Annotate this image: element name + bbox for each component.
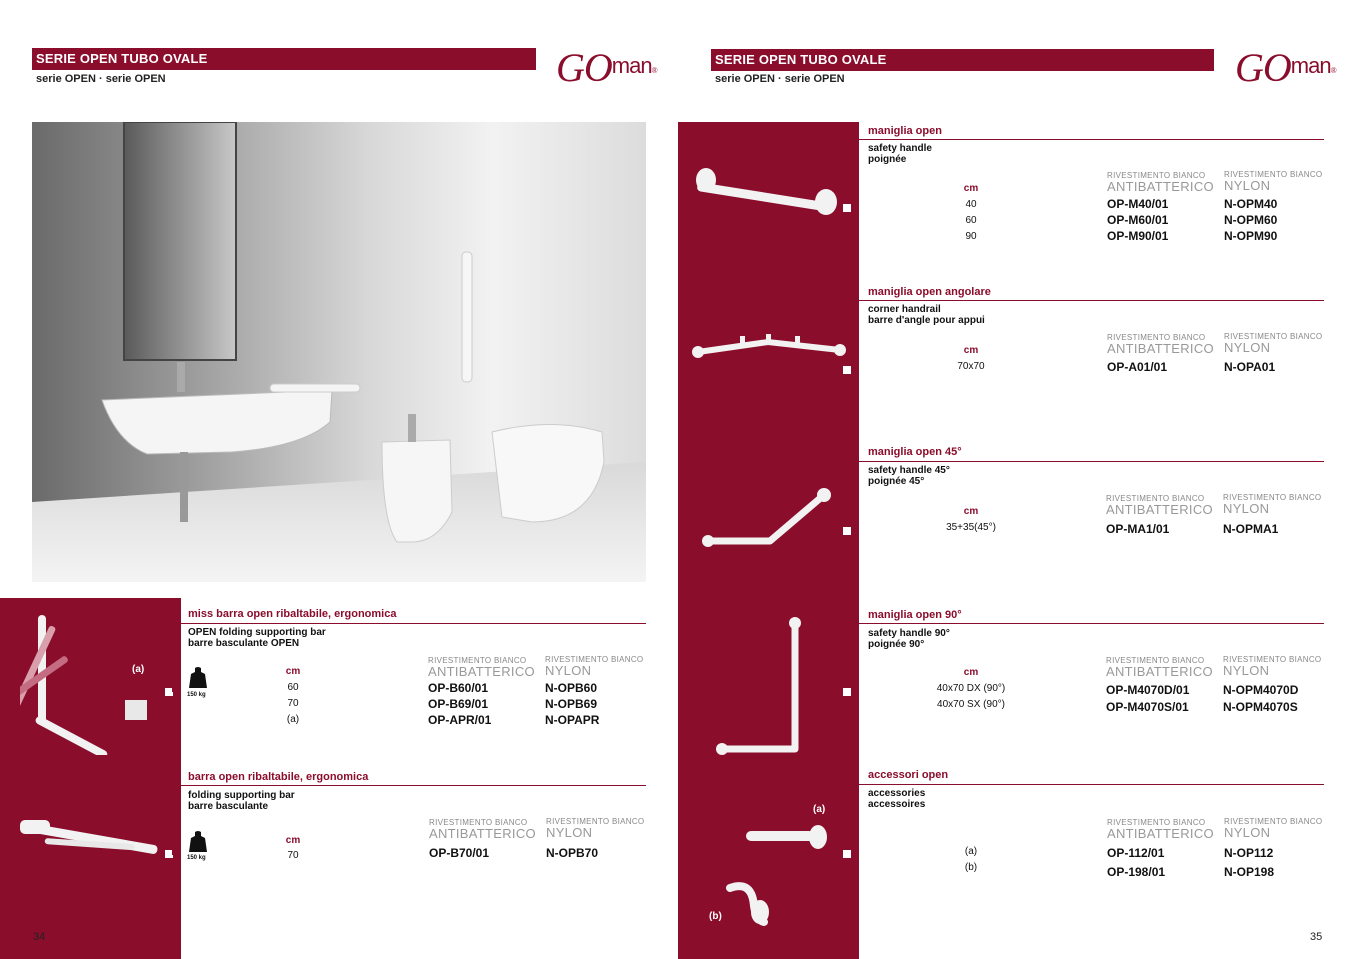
product-bracket (851, 785, 852, 855)
coating-label: RIVESTIMENTO BIANCO (1107, 171, 1206, 180)
coating-type: ANTIBATTERICO (429, 826, 536, 841)
left-header-title: SERIE OPEN TUBO OVALE (36, 51, 208, 66)
product-subtitle-fr: barre basculante (188, 801, 269, 812)
coating-label: RIVESTIMENTO BIANCO (546, 817, 645, 826)
product-code: OP-A01/01 (1107, 360, 1168, 374)
product-subtitle-en: folding supporting bar (188, 790, 295, 801)
product-bracket (851, 139, 852, 209)
coating-type: ANTIBATTERICO (1107, 341, 1214, 356)
weight-icon (188, 830, 208, 854)
product-code: OP-M40/01 (1107, 197, 1169, 211)
right-logo: $GO^{man®}$ (1235, 45, 1336, 90)
straight-handle-image (688, 160, 848, 220)
cm-label: cm (963, 506, 979, 517)
dim-value: 40 (965, 199, 977, 210)
handle-45-image (700, 485, 840, 555)
product-title: accessori open (868, 769, 949, 781)
product-code: OP-B69/01 (428, 697, 489, 711)
product-title: miss barra open ribaltabile, ergonomica (188, 608, 397, 620)
product-divider (858, 300, 1324, 301)
product-divider (180, 785, 646, 786)
product-divider (858, 784, 1324, 785)
product-code: OP-APR/01 (428, 713, 492, 727)
coating-label: RIVESTIMENTO BIANCO (1107, 818, 1206, 827)
product-code: N-OPB60 (545, 681, 598, 695)
product-subtitle-fr: barre d'angle pour appui (868, 315, 985, 326)
folding-bar-image (15, 810, 165, 880)
product-bracket (851, 623, 852, 693)
coating-label: RIVESTIMENTO BIANCO (1224, 817, 1323, 826)
left-header-subtitle: serie OPEN · serie OPEN (36, 73, 166, 85)
coating-type: ANTIBATTERICO (1106, 502, 1213, 517)
product-subtitle-fr: barre basculante OPEN (188, 638, 300, 649)
product-title: maniglia open 45° (868, 446, 962, 458)
left-header-bar (32, 48, 536, 70)
dim-value: 70 (287, 850, 299, 861)
cm-label: cm (285, 835, 301, 846)
dim-value: (b) (964, 862, 978, 873)
coating-type: ANTIBATTERICO (428, 664, 535, 679)
coating-type: ANTIBATTERICO (1106, 664, 1213, 679)
dim-value: 40x70 DX (90°) (936, 683, 1006, 694)
product-code: OP-112/01 (1107, 846, 1165, 860)
cm-label: cm (963, 183, 979, 194)
tick-marker (843, 204, 851, 212)
accessory-a-image (742, 815, 832, 865)
product-code: N-OPM4070D (1223, 683, 1299, 697)
coating-type: NYLON (545, 663, 592, 678)
right-header-bar (711, 49, 1214, 71)
product-subtitle-fr: poignée (868, 154, 907, 165)
dim-value: 70 (287, 698, 299, 709)
product-divider (858, 461, 1324, 462)
handle-90-image (712, 615, 807, 760)
product-code: N-OPM60 (1224, 213, 1278, 227)
product-title: maniglia open angolare (868, 286, 991, 298)
dim-value: (a) (286, 714, 300, 725)
product-code: N-OPM40 (1224, 197, 1278, 211)
product-bracket (172, 622, 173, 692)
coating-label: RIVESTIMENTO BIANCO (429, 818, 528, 827)
bathroom-photo (32, 122, 646, 582)
left-logo: $GO^{man®}$ (556, 45, 657, 90)
product-subtitle-fr: accessoires (868, 799, 926, 810)
product-code: N-OPM90 (1224, 229, 1278, 243)
coating-label: RIVESTIMENTO BIANCO (428, 656, 527, 665)
product-subtitle-en: safety handle (868, 143, 932, 154)
tick-marker (843, 688, 851, 696)
product-code: N-OPM4070S (1223, 700, 1298, 714)
product-title: maniglia open (868, 125, 942, 137)
coating-label: RIVESTIMENTO BIANCO (1224, 170, 1323, 179)
coating-type: NYLON (546, 825, 593, 840)
weight-icon (188, 666, 208, 690)
coating-label: RIVESTIMENTO BIANCO (1106, 656, 1205, 665)
product-subtitle-en: corner handrail (868, 304, 941, 315)
corner-handrail-image (690, 330, 850, 370)
product-code: N-OPB70 (546, 846, 599, 860)
right-header-subtitle: serie OPEN · serie OPEN (715, 73, 845, 85)
coating-type: NYLON (1224, 825, 1271, 840)
product-code: OP-M4070S/01 (1106, 700, 1189, 714)
dim-value: 35+35(45°) (946, 522, 996, 533)
coating-label: RIVESTIMENTO BIANCO (1107, 333, 1206, 342)
dim-value: (a) (964, 846, 978, 857)
accessory-b-image (722, 880, 772, 930)
product-bracket (172, 785, 173, 855)
coating-type: ANTIBATTERICO (1107, 179, 1214, 194)
cm-label: cm (963, 667, 979, 678)
product-divider (858, 139, 1324, 140)
product-title: maniglia open 90° (868, 609, 962, 621)
product-code: OP-MA1/01 (1106, 522, 1170, 536)
dim-value: 60 (965, 215, 977, 226)
product-subtitle-en: accessories (868, 788, 926, 799)
weight-label: 150 kg (187, 692, 206, 698)
product-divider (180, 623, 646, 624)
image-label-a: (a) (813, 804, 826, 815)
right-header-title: SERIE OPEN TUBO OVALE (715, 52, 887, 67)
product-code: N-OP112 (1224, 846, 1274, 860)
product-code: OP-B60/01 (428, 681, 489, 695)
product-code: N-OP198 (1224, 865, 1275, 879)
product-code: OP-198/01 (1107, 865, 1166, 879)
coating-type: ANTIBATTERICO (1107, 826, 1214, 841)
coating-type: NYLON (1224, 340, 1271, 355)
cm-label: cm (963, 345, 979, 356)
image-label-b: (b) (709, 911, 722, 922)
page-number: 35 (1310, 931, 1323, 943)
coating-label: RIVESTIMENTO BIANCO (1223, 493, 1322, 502)
product-code: OP-M4070D/01 (1106, 683, 1190, 697)
product-subtitle-en: safety handle 45° (868, 465, 950, 476)
dim-value: 70x70 (957, 361, 985, 372)
product-bracket (851, 462, 852, 532)
coating-type: NYLON (1223, 501, 1270, 516)
coating-label: RIVESTIMENTO BIANCO (545, 655, 644, 664)
coating-type: NYLON (1223, 663, 1270, 678)
page-number: 34 (33, 931, 46, 943)
coating-label: RIVESTIMENTO BIANCO (1106, 494, 1205, 503)
product-title: barra open ribaltabile, ergonomica (188, 771, 369, 783)
product-subtitle-en: safety handle 90° (868, 628, 950, 639)
bathroom-illustration (32, 122, 646, 582)
product-divider (858, 623, 1324, 624)
weight-label: 150 kg (187, 855, 206, 861)
tick-marker (843, 850, 851, 858)
product-code: N-OPA01 (1224, 360, 1276, 374)
cm-label: cm (285, 666, 301, 677)
dim-value: 90 (965, 231, 977, 242)
product-code: N-OPB69 (545, 697, 598, 711)
dim-value: 60 (287, 682, 299, 693)
folding-bar-image (20, 605, 160, 755)
product-code: N-OPAPR (545, 713, 600, 727)
tick-marker (843, 527, 851, 535)
coating-label: RIVESTIMENTO BIANCO (1223, 655, 1322, 664)
product-code: OP-M60/01 (1107, 213, 1169, 227)
product-code: OP-B70/01 (429, 846, 490, 860)
product-bracket (851, 300, 852, 370)
image-label-a: (a) (132, 664, 145, 675)
coating-type: NYLON (1224, 178, 1271, 193)
dim-value: 40x70 SX (90°) (937, 699, 1005, 710)
tick-marker (843, 366, 851, 374)
product-code: N-OPMA1 (1223, 522, 1279, 536)
product-subtitle-fr: poignée 45° (868, 476, 925, 487)
product-subtitle-en: OPEN folding supporting bar (188, 627, 326, 638)
product-subtitle-fr: poignée 90° (868, 639, 925, 650)
product-code: OP-M90/01 (1107, 229, 1169, 243)
coating-label: RIVESTIMENTO BIANCO (1224, 332, 1323, 341)
